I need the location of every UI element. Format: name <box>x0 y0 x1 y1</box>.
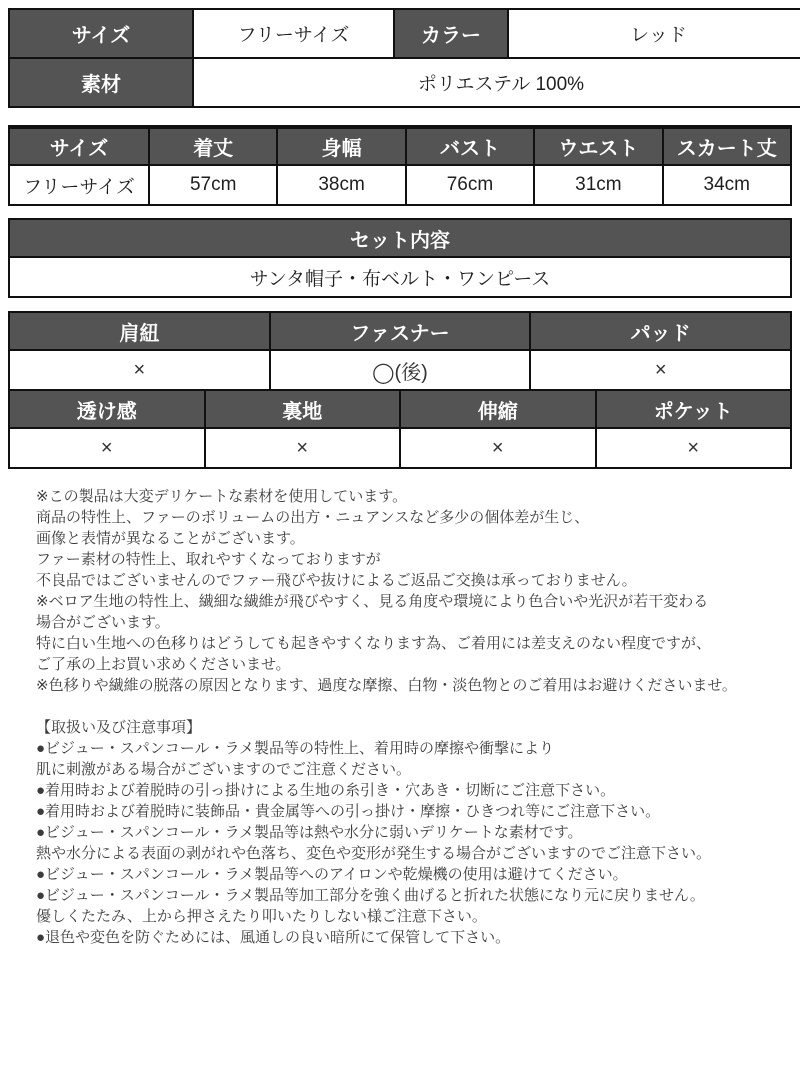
handling-notes <box>36 717 792 948</box>
features-table-2 <box>8 389 792 469</box>
care-line: ●ビジュー・スパンコール・ラメ製品等へのアイロンや乾燥機の使用は避けてください。 <box>36 866 628 883</box>
note-line: ご了承の上お買い求めくださいませ。 <box>36 656 291 673</box>
column-header: バスト <box>406 127 534 165</box>
set-contents-value-cell: サンタ帽子・布ベルト・ワンピース <box>9 257 791 297</box>
note-line: ※この製品は大変デリケートな素材を使用しています。 <box>36 488 408 505</box>
care-line: ●ビジュー・スパンコール・ラメ製品等は熱や水分に弱いデリケートな素材です。 <box>36 824 583 841</box>
column-header: スカート丈 <box>663 127 791 165</box>
care-line: 熱や水分による表面の剥がれや色落ち、変色や変形が発生する場合がございますのでご注意下さい。 <box>36 845 712 862</box>
color-value-cell: レッド <box>508 9 800 58</box>
size-label-cell: サイズ <box>9 9 193 58</box>
column-header: ファスナー <box>270 312 531 350</box>
material-label-cell: 素材 <box>9 58 193 107</box>
spec-table <box>8 8 800 108</box>
features-header-row <box>9 312 791 350</box>
measurement-cell: 31cm <box>534 165 662 205</box>
features-table-1 <box>8 311 792 391</box>
note-line: 不良品ではございませんのでファー飛びや抜けによるご返品ご交換は承っておりません。 <box>36 572 637 589</box>
set-contents-header-row <box>9 219 791 257</box>
column-header: サイズ <box>9 127 149 165</box>
care-line: ●退色や変色を防ぐためには、風通しの良い暗所にて保管して下さい。 <box>36 929 511 946</box>
note-line: 特に白い生地への色移りはどうしても起きやすくなります為、ご着用には差支えのない程度ですが、 <box>36 635 712 652</box>
column-header: ウエスト <box>534 127 662 165</box>
care-line: ●着用時および着脱時に装飾品・貴金属等への引っ掛け・摩擦・ひきつれ等にご注意下さい。 <box>36 803 661 820</box>
care-line: ●ビジュー・スパンコール・ラメ製品等加工部分を強く曲げると折れた状態になり元に戻りません。 <box>36 887 705 904</box>
measurement-cell: 76cm <box>406 165 534 205</box>
table-row <box>9 58 800 107</box>
care-line: 肌に刺激がある場合がございますのでご注意ください。 <box>36 761 412 778</box>
column-header: パッド <box>530 312 791 350</box>
feature-value-cell: × <box>596 428 792 468</box>
table-row <box>9 9 800 58</box>
material-value-cell: ポリエステル 100% <box>193 58 800 107</box>
note-line: ※ベロア生地の特性上、繊細な繊維が飛びやすく、見る角度や環境により色合いや光沢が若干変わる <box>36 593 709 610</box>
note-line: ファー素材の特性上、取れやすくなっておりますが <box>36 551 381 568</box>
color-label-cell: カラー <box>394 9 508 58</box>
column-header: 着丈 <box>149 127 277 165</box>
note-line: 画像と表情が異なることがございます。 <box>36 530 305 547</box>
features-value-row <box>9 428 791 468</box>
care-line: ●ビジュー・スパンコール・ラメ製品等の特性上、着用時の摩擦や衝撃により <box>36 740 555 757</box>
column-header: 身幅 <box>277 127 405 165</box>
note-line: ※色移りや繊維の脱落の原因となります、過度な摩擦、白物・淡色物とのご着用はお避けくださいませ。 <box>36 677 737 694</box>
size-chart-value-row <box>9 165 791 205</box>
column-header: ポケット <box>596 390 792 428</box>
column-header: 裏地 <box>205 390 401 428</box>
feature-value-cell: × <box>9 428 205 468</box>
note-line: 商品の特性上、ファーのボリュームの出方・ニュアンスなど多少の個体差が生じ、 <box>36 509 590 526</box>
set-contents-table <box>8 218 792 298</box>
features-value-row <box>9 350 791 390</box>
feature-value-cell: ◯(後) <box>270 350 531 390</box>
measurement-cell: 57cm <box>149 165 277 205</box>
column-header: 透け感 <box>9 390 205 428</box>
size-chart-header-row <box>9 127 791 165</box>
care-line: ●着用時および着脱時の引っ掛けによる生地の糸引き・穴あき・切断にご注意下さい。 <box>36 782 616 799</box>
feature-value-cell: × <box>400 428 596 468</box>
set-contents-value-row <box>9 257 791 297</box>
feature-value-cell: × <box>205 428 401 468</box>
size-name-cell: フリーサイズ <box>9 165 149 205</box>
handling-notes-title: 【取扱い及び注意事項】 <box>36 719 202 736</box>
size-chart-table <box>8 125 792 206</box>
feature-value-cell: × <box>9 350 270 390</box>
feature-value-cell: × <box>530 350 791 390</box>
care-line: 優しくたたみ、上から押さえたり叩いたりしない様ご注意下さい。 <box>36 908 487 925</box>
column-header: 肩紐 <box>9 312 270 350</box>
material-notes <box>36 486 792 696</box>
size-value-cell: フリーサイズ <box>193 9 394 58</box>
features-header-row <box>9 390 791 428</box>
set-contents-label-cell: セット内容 <box>9 219 791 257</box>
column-header: 伸縮 <box>400 390 596 428</box>
measurement-cell: 34cm <box>663 165 791 205</box>
note-line: 場合がございます。 <box>36 614 170 631</box>
measurement-cell: 38cm <box>277 165 405 205</box>
